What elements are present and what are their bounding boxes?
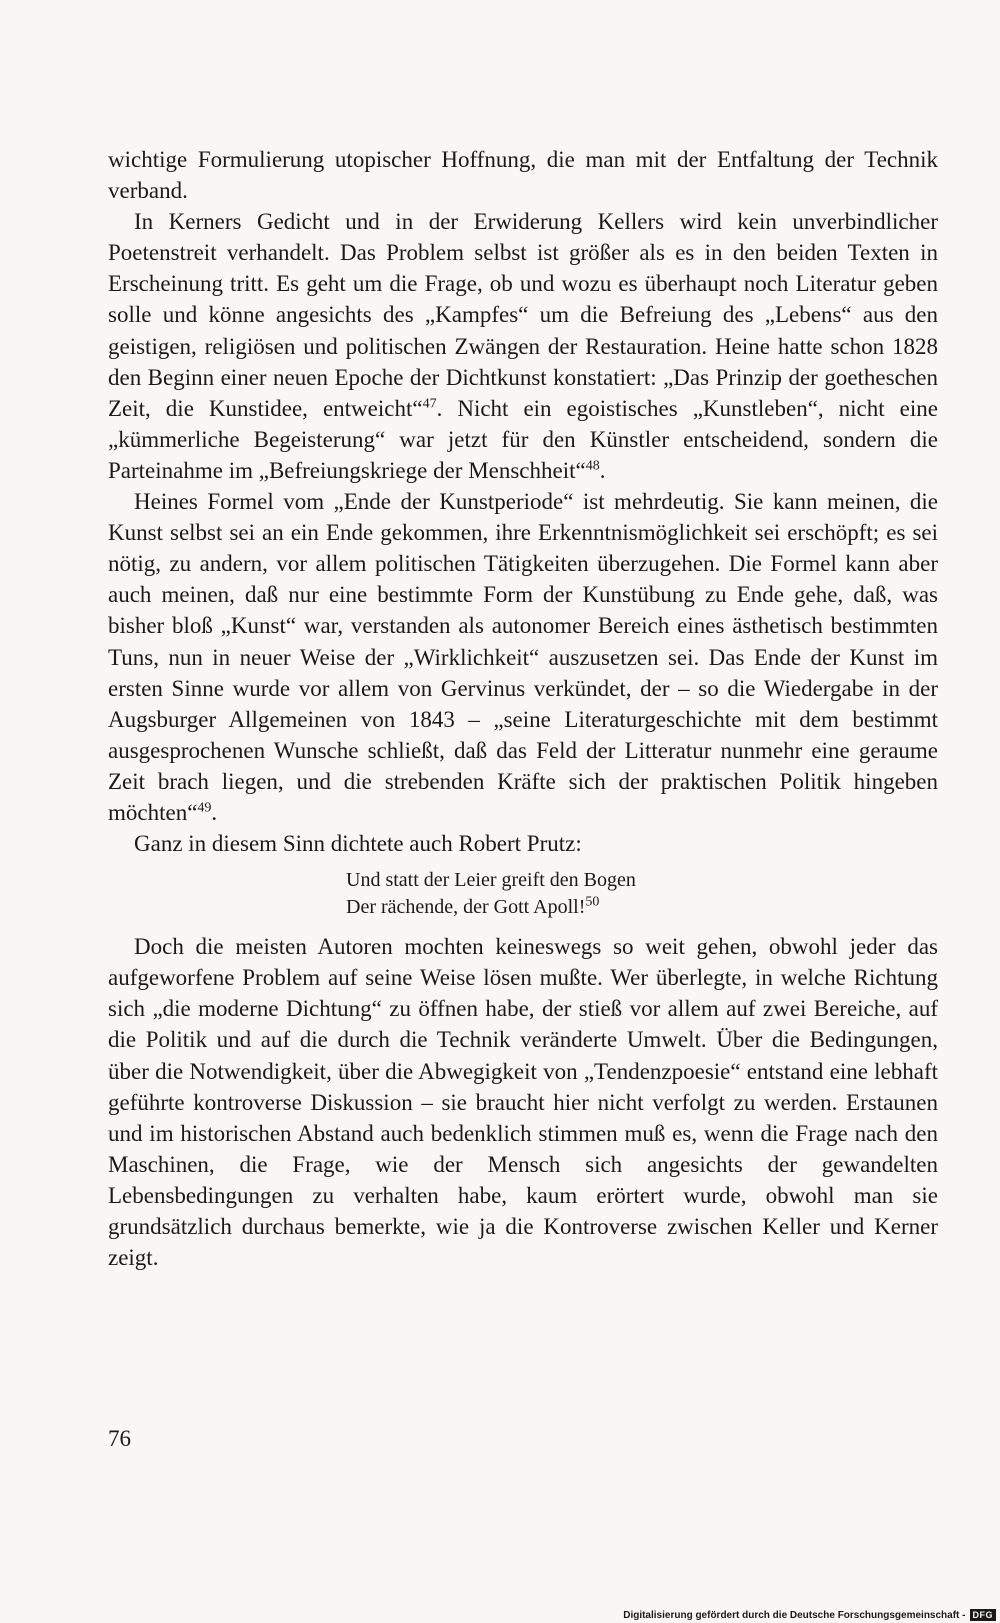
dfg-logo: DFG — [970, 1609, 997, 1621]
page-number: 76 — [108, 1426, 131, 1451]
footnote-ref-48: 48 — [585, 458, 600, 474]
paragraph-3: Heines Formel vom „Ende der Kunstperiode“ ist mehrdeutig. Sie kann meinen, die Kunst selbst sei an ein Ende gekommen, ihre Erkenntnismöglichkeit sei erschöpft; es sei nötig, zu andern, vor allem politischen Tätigkeiten überzugehen. Die Formel kann aber auch meinen, daß nur eine bestimmte Form der Kunstübung zu Ende gehe, daß, was bisher bloß „Kunst“ war, verstanden als autonomer Bereich eines ästhetisch bestimmten Tuns, nun in neuer Weise der „Wirklichkeit“ auszusetzen sei. Das Ende der Kunst im ersten Sinne wurde vor allem von Gervinus verkündet, der – so die Wiedergabe in der Augsburger Allgemeinen von 1843 – „seine Literaturgeschichte mit dem bestimmt ausgesprochenen Wunsche schließt, daß das Feld der Litteratur nunmehr eine geraume Zeit brach liegen, und die strebenden Kräfte sich der praktischen Politik hingeben möchten“$^{49}$. — [108, 489, 938, 825]
paragraph-1: wichtige Formulierung utopischer Hoffnung, die man mit der Entfaltung der Technik verband. — [108, 147, 938, 204]
footnote-ref-47: 47 — [422, 396, 437, 412]
footer-text: Digitalisierung gefördert durch die Deutsche Forschungsgemeinschaft - — [623, 1609, 966, 1621]
body-text — [108, 144, 938, 1273]
footnote-ref-49: 49 — [197, 800, 212, 816]
verse-line-1: Und statt der Leier greift den Bogen — [346, 869, 636, 892]
paragraph-4: Ganz in diesem Sinn dichtete auch Robert Prutz: — [134, 831, 582, 857]
digitization-footer — [623, 1609, 996, 1621]
paragraph-5: Doch die meisten Autoren mochten keineswegs so weit gehen, obwohl jeder das aufgeworfene Problem auf seine Weise lösen mußte. Wer überlegte, in welche Richtung sich „die moderne Dichtung“ zu öffnen habe, der stieß vor allem auf zwei Bereiche, auf die Politik und auf die durch die Technik veränderte Umwelt. Über die Bedingungen, über die Notwendigkeit, über die Abwegigkeit von „Tendenzpoesie“ entstand eine lebhaft geführte kontroverse Diskussion – sie braucht hier nicht verfolgt zu werden. Erstaunen und im historischen Abstand auch bedenklich stimmen muß es, wenn die Frage nach den Maschinen, die Frage, wie der Mensch sich angesichts der gewandelten Lebensbedingungen zu verhalten habe, kaum erörtert wurde, obwohl man sie grundsätzlich durchaus bemerkte, wie ja die Kontroverse zwischen Keller und Kerner zeigt. — [108, 934, 938, 1271]
footnote-ref-50: 50 — [585, 894, 600, 910]
verse-quote — [108, 867, 938, 921]
paragraph-2: In Kerners Gedicht und in der Erwiderung Kellers wird kein unverbindlicher Poetenstreit verhandelt. Das Problem selbst ist größer als es in den beiden Texten in Erscheinung tritt. Es geht um die Frage, ob und wozu es überhaupt noch Literatur geben solle und könne angesichts des „Kampfes“ um die Befreiung des „Lebens“ aus den geistigen, religiösen und politischen Zwängen der Restauration. Heine hatte schon 1828 den Beginn einer neuen Epoche der Dichtkunst konstatiert: „Das Prinzip der goetheschen Zeit, die Kunstidee, entweicht“$^{47}$. Nicht ein egoistisches „Kunstleben“, nicht eine „kümmerliche Begeisterung“ war jetzt für den Künstler entscheidend, sondern die Parteinahme im „Befreiungskriege der Menschheit“$^{48}$. — [108, 209, 938, 483]
verse-line-2: Der rächende, der Gott Apoll!$^{50}$ — [346, 894, 600, 919]
